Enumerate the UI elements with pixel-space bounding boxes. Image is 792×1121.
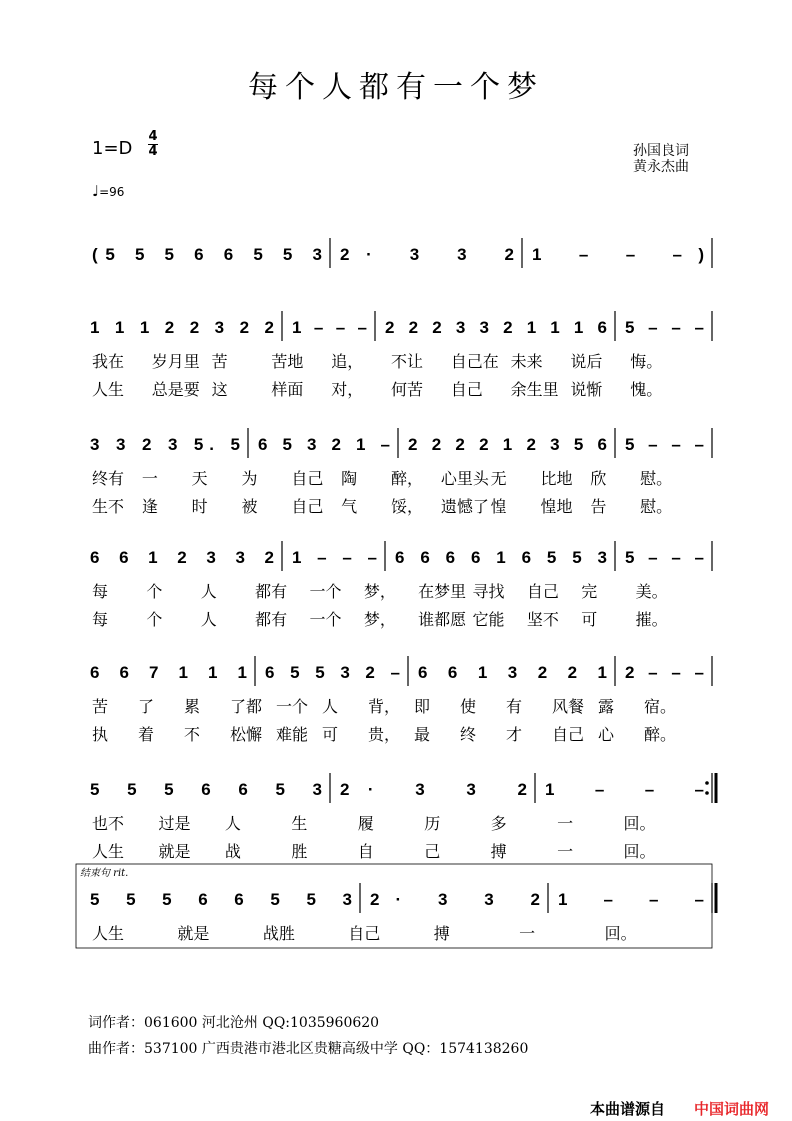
key-signature: 1=D xyxy=(92,138,133,159)
lyric-word: 累 xyxy=(184,697,201,716)
lyric-word: 心 xyxy=(598,725,615,744)
lyric-word: 无 xyxy=(490,469,507,488)
lyric-word: 一 xyxy=(141,469,158,488)
lyric-word: 使 xyxy=(460,697,477,716)
bar-notes: 5 5 5 6 6 5 3 xyxy=(90,780,322,799)
bar-notes: 6 6 1 2 3 3 2 xyxy=(90,548,274,567)
lyric-word: 自己 xyxy=(291,497,324,516)
lyric-word: 自己 xyxy=(526,582,559,601)
lyric-word: 每 xyxy=(92,582,109,601)
lyric-word: 人 xyxy=(224,814,241,833)
lyric-word: 了 xyxy=(138,697,155,716)
bar-notes: 6 5 5 3 2 – xyxy=(265,663,400,682)
bar-notes: 5 5 5 6 6 5 5 3 xyxy=(90,890,352,909)
lyric-word: 贵， xyxy=(368,725,401,744)
lyric-word: 就是 xyxy=(177,924,210,943)
lyric-word: 不让 xyxy=(391,352,424,371)
lyric-word: 样面 xyxy=(271,380,304,399)
bar-notes: 1 – – –) xyxy=(532,245,704,264)
lyric-word: 在梦里 xyxy=(418,582,467,601)
lyric-word: 人生 xyxy=(92,842,125,861)
lyric-word: 天 xyxy=(191,469,208,488)
lyric-word: 终有 xyxy=(92,469,125,488)
lyric-word: 为 xyxy=(241,469,258,488)
lyric-word: 履 xyxy=(357,814,374,833)
lyric-word: 就是 xyxy=(158,842,191,861)
lyric-word: 风餐 xyxy=(552,697,585,716)
lyric-word: 人 xyxy=(322,697,339,716)
lyric-word: 惶 xyxy=(490,497,507,516)
lyric-word: 苦 xyxy=(211,352,228,371)
time-top: 4 xyxy=(148,129,158,144)
lyric-word: 终 xyxy=(460,725,477,744)
bar-notes: 6 6 1 3 2 2 1 xyxy=(418,663,607,682)
bar-notes: 2· 3 3 2 xyxy=(340,780,527,799)
bar-notes: 5 – – – xyxy=(625,318,704,337)
lyric-word: 逢 xyxy=(141,497,158,516)
lyricist-credit: 孙国良词 xyxy=(633,143,689,159)
lyric-word: 不 xyxy=(184,725,201,744)
lyric-word: 都有 xyxy=(255,610,288,629)
source-brand-link[interactable]: 中国词曲网 xyxy=(694,1100,770,1118)
lyric-word: 自己 xyxy=(291,469,324,488)
lyric-word: 这 xyxy=(211,380,228,399)
lyricist-info: 词作者：061600 河北沧州 QQ:1035960620 xyxy=(88,1015,380,1031)
tempo-value: =96 xyxy=(99,185,125,199)
lyric-word: 己 xyxy=(424,842,441,861)
lyric-word: 可 xyxy=(322,725,339,744)
lyric-word: 生 xyxy=(291,814,308,833)
lyric-word: 搏 xyxy=(433,924,450,943)
lyric-word: 一 xyxy=(557,814,574,833)
lyric-word: 背， xyxy=(368,697,401,716)
quarter-note-icon: ♩ xyxy=(92,182,100,200)
bar-notes: 1 – – – xyxy=(292,318,367,337)
lyric-word: 追， xyxy=(331,352,364,371)
bar-notes: 6 6 6 6 1 6 5 5 3 xyxy=(395,548,607,567)
lyric-word: 时 xyxy=(191,497,208,516)
lyric-word: 谁都愿 xyxy=(418,610,467,629)
lyric-word: 余生里 xyxy=(510,380,559,399)
lyric-word: 人生 xyxy=(92,380,125,399)
bar-notes: 2 2 2 3 3 2 1 1 1 6 xyxy=(385,318,607,337)
repeat-dot xyxy=(705,781,709,785)
bar-notes: 6 6 7 1 1 1 xyxy=(90,663,247,682)
lyric-word: 自 xyxy=(357,842,374,861)
lyric-word: 宿。 xyxy=(644,697,677,716)
lyric-word: 战 xyxy=(224,842,241,861)
lyric-word: 历 xyxy=(424,814,441,833)
lyric-word: 气 xyxy=(341,497,358,516)
bar-notes: 1 – – – xyxy=(558,890,704,909)
bar-notes: 5 – – – xyxy=(625,435,704,454)
lyric-word: 告 xyxy=(590,497,607,516)
lyric-word: 人 xyxy=(200,582,217,601)
lyric-word: 说惭 xyxy=(570,380,603,399)
lyric-word: 完 xyxy=(581,582,598,601)
lyric-word: 心里头 xyxy=(440,469,489,488)
repeat-dot xyxy=(705,791,709,795)
lyric-word: 有 xyxy=(506,697,523,716)
lyric-word: 愧。 xyxy=(630,380,663,399)
lyric-word: 欣 xyxy=(590,469,607,488)
lyric-word: 人 xyxy=(200,610,217,629)
bar-notes: 2 2 2 2 1 2 3 5 6 xyxy=(408,435,607,454)
lyric-word: 即 xyxy=(414,697,431,716)
lyric-word: 露 xyxy=(598,697,615,716)
lyric-word: 摧。 xyxy=(635,610,668,629)
lyric-word: 才 xyxy=(506,725,523,744)
lyric-word: 一 xyxy=(519,924,536,943)
bar-notes: 2· 3 3 2 xyxy=(370,890,540,909)
lyric-word: 胜 xyxy=(291,842,308,861)
lyric-word: 说后 xyxy=(570,352,603,371)
lyric-word: 岁月里 xyxy=(151,352,200,371)
lyric-word: 松懈 xyxy=(230,725,263,744)
lyric-word: 苦地 xyxy=(271,352,304,371)
lyric-word: 可 xyxy=(581,610,598,629)
bar-notes: 5 – – – xyxy=(625,548,704,567)
lyric-word: 比地 xyxy=(540,469,573,488)
lyric-word: 遗憾了 xyxy=(440,497,489,516)
lyric-word: 一 xyxy=(557,842,574,861)
lyric-word: 它能 xyxy=(472,610,505,629)
bar-notes: 2· 3 3 2 xyxy=(340,245,514,264)
bar-notes: 1 – – – xyxy=(292,548,377,567)
bar-notes: 1 1 1 2 2 3 2 2 xyxy=(90,318,274,337)
lyric-word: 总是要 xyxy=(151,380,200,399)
lyric-word: 生不 xyxy=(92,497,125,516)
lyric-word: 也不 xyxy=(92,814,125,833)
lyric-word: 自己在 xyxy=(450,352,499,371)
bar-notes: 1 – – – xyxy=(545,780,704,799)
lyric-word: 梦， xyxy=(363,610,396,629)
lyric-word: 苦 xyxy=(92,697,109,716)
composer-credit: 黄永杰曲 xyxy=(633,159,689,175)
lyric-word: 慰。 xyxy=(640,497,673,516)
lyric-word: 一个 xyxy=(276,697,309,716)
bar-notes: 6 5 3 2 1 – xyxy=(258,435,390,454)
lyric-word: 回。 xyxy=(604,924,637,943)
lyric-word: 回。 xyxy=(623,842,656,861)
lyric-word: 惶地 xyxy=(540,497,573,516)
lyric-word: 我在 xyxy=(92,352,125,371)
lyric-word: 每 xyxy=(92,610,109,629)
lyric-word: 回。 xyxy=(623,814,656,833)
lyric-word: 梦， xyxy=(363,582,396,601)
lyric-word: 自己 xyxy=(348,924,381,943)
lyric-word: 悔。 xyxy=(630,352,663,371)
lyric-word: 最 xyxy=(414,725,431,744)
lyric-word: 人生 xyxy=(92,924,125,943)
lyric-word: 陶 xyxy=(341,469,358,488)
lyric-word: 过是 xyxy=(158,814,191,833)
lyric-word: 慰。 xyxy=(640,469,673,488)
lyric-word: 都有 xyxy=(255,582,288,601)
lyric-word: 对， xyxy=(331,380,364,399)
lyric-word: 执 xyxy=(92,725,109,744)
lyric-word: 坚不 xyxy=(526,610,559,629)
lyric-word: 何苦 xyxy=(391,380,424,399)
bar-notes: 2 – – – xyxy=(625,663,704,682)
lyric-word: 醉， xyxy=(391,469,424,488)
lyric-word: 美。 xyxy=(635,582,668,601)
bar-notes: 3 3 2 3 5. 5 xyxy=(90,435,240,454)
lyric-word: 自己 xyxy=(450,380,483,399)
time-bottom: 4 xyxy=(148,144,158,159)
lyric-word: 个 xyxy=(146,582,163,601)
source-label: 本曲谱源自 xyxy=(590,1100,666,1118)
lyric-word: 被 xyxy=(241,497,258,516)
bar-notes: (5 5 5 6 6 5 5 3 xyxy=(92,245,322,264)
lyric-word: 了都 xyxy=(230,697,263,716)
lyric-word: 战胜 xyxy=(262,924,295,943)
lyric-word: 醉。 xyxy=(644,725,677,744)
lyric-word: 多 xyxy=(490,814,507,833)
lyric-word: 一个 xyxy=(309,582,342,601)
lyric-word: 着 xyxy=(138,725,155,744)
lyric-word: 一个 xyxy=(309,610,342,629)
lyric-word: 寻找 xyxy=(472,582,505,601)
lyric-word: 个 xyxy=(146,610,163,629)
composer-info: 曲作者：537100 广西贵港市港北区贵糖高级中学 QQ：1574138260 xyxy=(88,1041,529,1057)
song-title: 每个人都有一个梦 xyxy=(248,70,544,105)
lyric-word: 馁， xyxy=(391,497,424,516)
ending-label: 结束句 rit. xyxy=(80,868,129,879)
lyric-word: 搏 xyxy=(490,842,507,861)
lyric-word: 未来 xyxy=(510,352,543,371)
lyric-word: 自己 xyxy=(552,725,585,744)
lyric-word: 难能 xyxy=(276,725,309,744)
